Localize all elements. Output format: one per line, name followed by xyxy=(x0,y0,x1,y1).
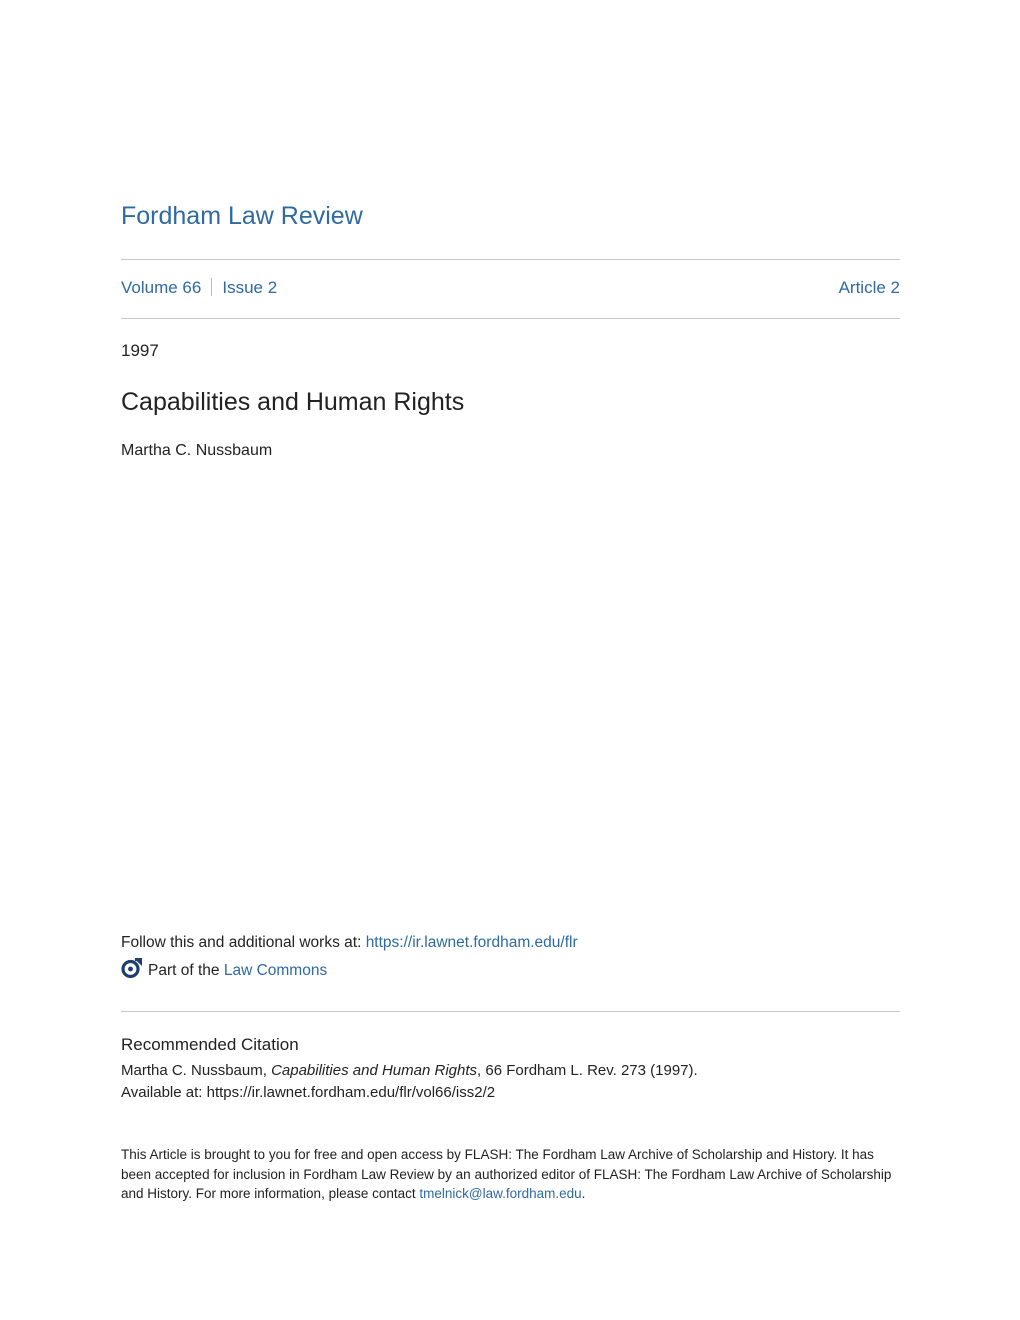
citation-source: , 66 Fordham L. Rev. 273 (1997). xyxy=(477,1062,698,1079)
contact-email-link[interactable]: tmelnick@law.fordham.edu xyxy=(419,1186,582,1201)
journal-title-link[interactable]: Fordham Law Review xyxy=(121,202,363,230)
access-notice-text: This Article is brought to you for free and open access by FLASH: The Fordham Law Archive of Scholarship and History. It has been accepted for inclusion in Fordham Law Review by an authorized editor of FLASH: The Fordham Law Archive of Scholarship and History. For more information, please contact xyxy=(121,1147,892,1201)
citation-body xyxy=(121,1060,900,1104)
issue-link[interactable]: Issue 2 xyxy=(222,278,278,297)
volume-link[interactable]: Volume 66 xyxy=(121,278,202,297)
commons-line xyxy=(121,962,327,980)
citation-title: Capabilities and Human Rights xyxy=(271,1062,478,1079)
follow-line xyxy=(121,934,578,952)
access-notice-end: . xyxy=(581,1186,586,1201)
header-divider xyxy=(121,259,900,260)
citation-heading: Recommended Citation xyxy=(121,1035,299,1054)
article-number-link[interactable]: Article 2 xyxy=(838,278,900,297)
citation-author: Martha C. Nussbaum, xyxy=(121,1062,272,1079)
law-commons-link[interactable]: Law Commons xyxy=(223,962,328,979)
publication-year: 1997 xyxy=(121,341,159,360)
citation-divider xyxy=(121,1011,900,1012)
network-commons-icon xyxy=(121,957,143,979)
citation-availability: Available at: https://ir.lawnet.fordham.edu/flr/vol66/iss2/2 xyxy=(121,1084,496,1101)
article-author: Martha C. Nussbaum xyxy=(121,442,273,459)
issue-info-bar xyxy=(121,278,900,298)
access-notice xyxy=(121,1145,900,1204)
commons-prefix: Part of the xyxy=(148,962,220,979)
issue-separator xyxy=(211,278,212,296)
repository-url-link[interactable]: https://ir.lawnet.fordham.edu/flr xyxy=(365,934,578,951)
article-title: Capabilities and Human Rights xyxy=(121,388,465,416)
citation-reference xyxy=(121,1060,900,1082)
follow-prefix: Follow this and additional works at: xyxy=(121,934,366,951)
issue-divider xyxy=(121,318,900,319)
